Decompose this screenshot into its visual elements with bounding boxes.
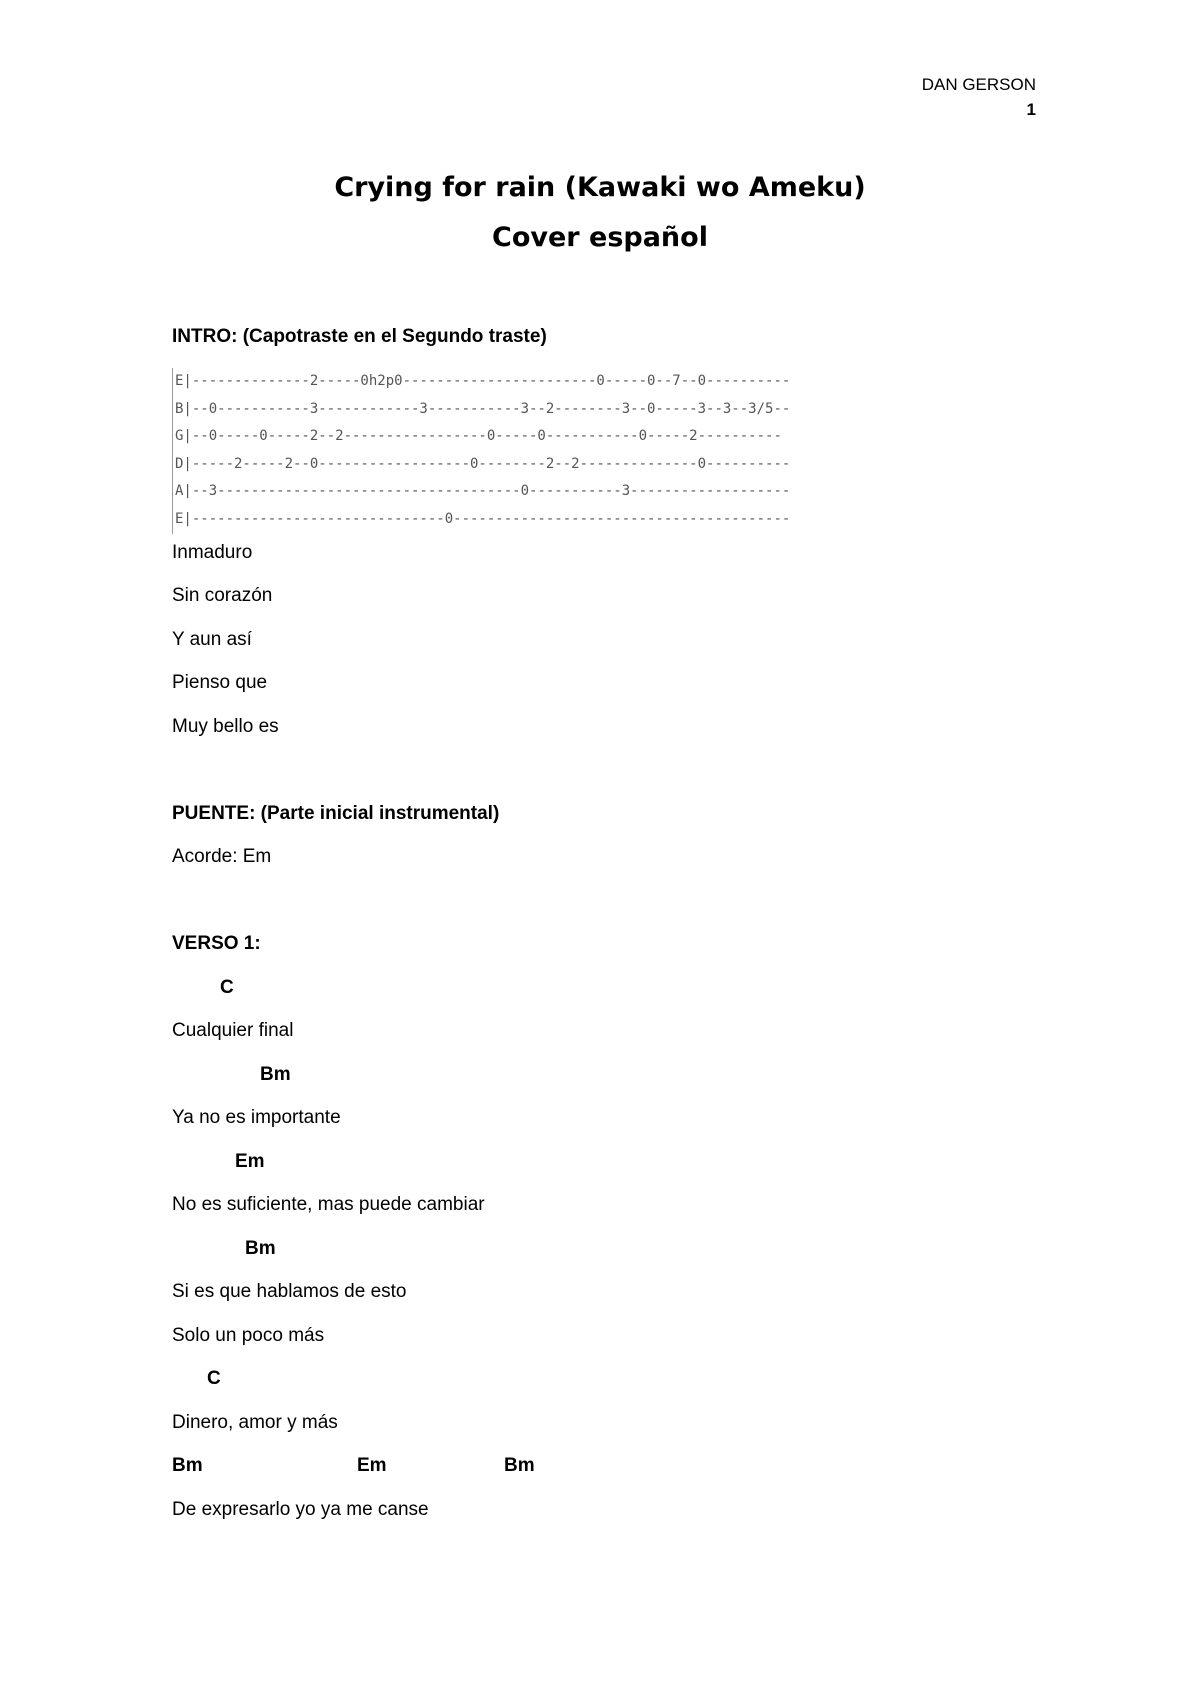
lyric-line: Cualquier final — [172, 1020, 294, 1041]
lyric-line: Ya no es importante — [172, 1107, 341, 1128]
lyric-line: Inmaduro — [172, 542, 253, 563]
chord-label: Em — [357, 1455, 387, 1476]
song-subtitle: Cover español — [492, 222, 708, 253]
lyric-line: Muy bello es — [172, 716, 279, 737]
song-title: Crying for rain (Kawaki wo Ameku) — [334, 172, 866, 203]
tab-line-low-e: E|------------------------------0---------------------------------------- — [175, 510, 791, 527]
tab-line-d: D|-----2-----2--0------------------0--------2--2--------------0---------- — [175, 455, 791, 472]
page-number: 1 — [1026, 100, 1036, 119]
lyric-line: Dinero, amor y más — [172, 1412, 338, 1433]
chord-label: Bm — [245, 1238, 276, 1259]
tab-line-b: B|--0-----------3------------3-----------3--2--------3--0-----3--3--3/5-- — [175, 400, 791, 417]
lyric-line: De expresarlo yo ya me canse — [172, 1499, 429, 1520]
chord-label: C — [207, 1368, 221, 1389]
tab-line-a: A|--3------------------------------------0-----------3------------------- — [175, 483, 791, 500]
bridge-heading: PUENTE: (Parte inicial instrumental) — [172, 803, 500, 824]
lyric-line: Sin corazón — [172, 585, 273, 606]
lyric-line: Y aun así — [172, 629, 252, 650]
chord-label: Em — [235, 1151, 265, 1172]
lyric-line: Pienso que — [172, 672, 268, 693]
lyric-line: Solo un poco más — [172, 1325, 325, 1346]
intro-heading: INTRO: (Capotraste en el Segundo traste) — [172, 326, 547, 347]
page-header — [922, 72, 1036, 122]
document-titles — [0, 168, 1200, 258]
chord-label: Bm — [504, 1455, 535, 1476]
chord-label: C — [220, 977, 234, 998]
tab-line-g: G|--0-----0-----2--2-----------------0-----0-----------0-----2---------- — [175, 428, 782, 445]
tab-line-high-e: E|--------------2-----0h2p0-----------------------0-----0--7--0---------- — [175, 373, 791, 389]
verse-heading: VERSO 1: — [172, 933, 261, 954]
bridge-chord-line: Acorde: Em — [172, 846, 272, 867]
chord-label: Bm — [260, 1064, 291, 1085]
intro-tablature — [172, 368, 790, 534]
header-author: DAN GERSON — [921, 75, 1036, 94]
lyric-line: Si es que hablamos de esto — [172, 1281, 407, 1302]
chord-label: Bm — [172, 1455, 203, 1476]
lyric-line: No es suficiente, mas puede cambiar — [172, 1194, 485, 1215]
